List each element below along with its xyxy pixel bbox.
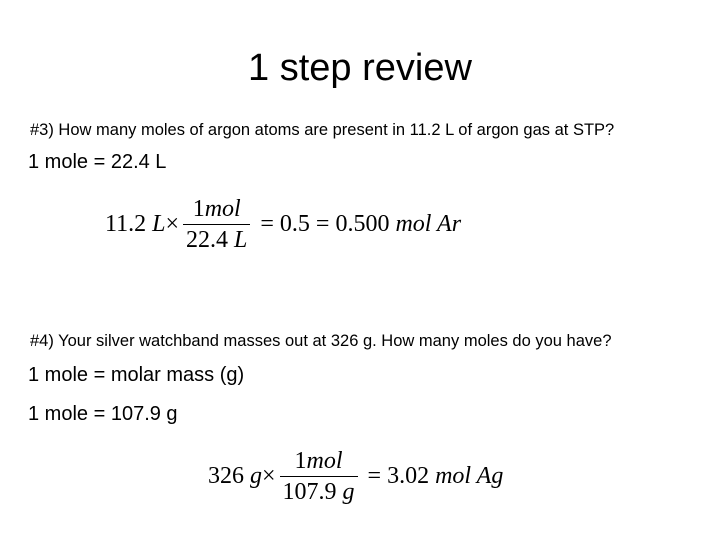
q4-given-unit: g: [250, 463, 262, 489]
q3-given-unit: L: [152, 211, 166, 237]
question-3-equation: [105, 196, 461, 253]
q3-times-sign: ×: [165, 211, 180, 237]
q4-denominator-value: 107.9: [282, 479, 337, 505]
q3-fraction-denominator: [183, 224, 250, 253]
question-4-conversion-fact-1: 1 mole = molar mass (g): [28, 364, 245, 386]
question-4-equation: [208, 448, 503, 505]
q3-denominator-unit: L: [234, 227, 248, 253]
q4-result-value: 3.02: [387, 463, 430, 489]
q3-result-unit: mol Ar: [395, 211, 462, 237]
slide-title: 1 step review: [248, 47, 472, 89]
q3-given-value: 11.2: [105, 211, 147, 237]
q4-result-unit: mol Ag: [435, 463, 504, 489]
question-4-conversion-fact-2: 1 mole = 107.9 g: [28, 403, 178, 425]
question-3-conversion-fact: 1 mole = 22.4 L: [28, 151, 167, 173]
q3-equals-sign-1: =: [260, 211, 274, 237]
q3-denominator-value: 22.4: [186, 227, 229, 253]
q3-conversion-fraction: [183, 196, 250, 253]
q3-intermediate-value: 0.5: [279, 211, 310, 237]
q4-fraction-denominator: [280, 476, 358, 505]
q4-denominator-unit: g: [342, 479, 355, 505]
q4-numerator-unit: mol: [306, 448, 343, 474]
q3-numerator-value: 1: [192, 196, 205, 222]
q4-equals-sign: =: [367, 463, 382, 489]
q3-result-value: 0.500: [335, 211, 390, 237]
question-4-text: #4) Your silver watchband masses out at 326 g. How many moles do you have?: [30, 332, 612, 350]
q4-given-value: 326: [208, 463, 244, 489]
q4-fraction-numerator: [292, 448, 346, 476]
q4-conversion-fraction: [280, 448, 358, 505]
q3-equals-sign-2: =: [315, 211, 330, 237]
q3-fraction-numerator: [190, 196, 244, 224]
q3-numerator-unit: mol: [204, 196, 241, 222]
q4-times-sign: ×: [262, 463, 276, 489]
question-3-text: #3) How many moles of argon atoms are present in 11.2 L of argon gas at STP?: [30, 121, 615, 139]
q4-numerator-value: 1: [294, 448, 307, 474]
